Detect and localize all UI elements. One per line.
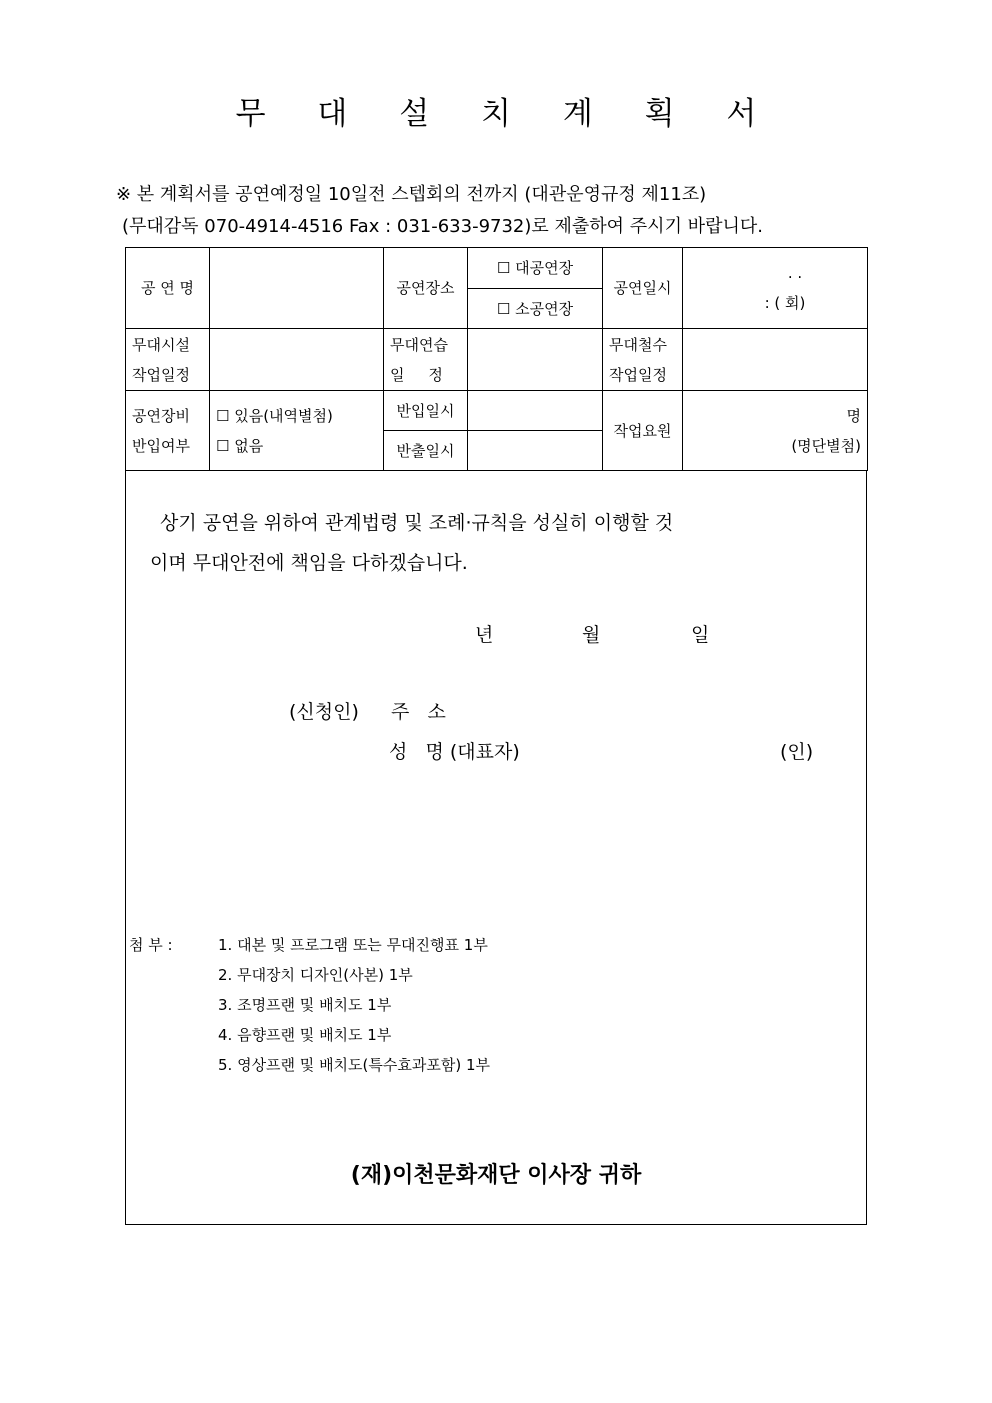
in-date-label: 반입일시 [384,391,468,431]
attachment-item: 5. 영상프랜 및 배치도(특수효과포함) 1부 [218,1056,490,1074]
staff-unit: 명 [846,406,861,425]
removal-field[interactable] [683,329,868,391]
stage-work-field[interactable] [210,329,384,391]
perf-date-time: : ( 회) [764,294,806,312]
date-month: 월 [582,624,601,646]
stage-plan-form [125,247,868,471]
venue-large-checkbox[interactable]: ☐ 대공연장 [468,248,603,289]
attachment-item: 4. 음향프랜 및 배치도 1부 [218,1026,392,1044]
stage-work-label-2: 작업일정 [132,365,190,384]
equip-label [126,391,210,471]
attachments-label: 첨 부 : [129,936,173,954]
rehearsal-label-2: 일 정 [390,365,443,384]
notice-line-1: ※ 본 계획서를 공연예정일 10일전 스텝회의 전까지 (대관운영규정 제11조) [116,184,707,205]
perf-name-field[interactable] [210,248,384,329]
rehearsal-label [384,329,468,391]
addressee: (재)이천문화재단 이사장 귀하 [350,1163,642,1188]
equip-yes-checkbox[interactable]: ☐ 있음(내역별첨) [216,406,333,425]
perf-date-dots: . . [787,264,803,282]
venue-small-checkbox[interactable]: ☐ 소공연장 [468,289,603,329]
staff-note: (명단별첨) [791,436,861,455]
staff-label: 작업요원 [603,391,683,471]
date-day: 일 [691,624,710,646]
equip-label-1: 공연장비 [132,406,190,425]
removal-label [603,329,683,391]
equip-no-checkbox[interactable]: ☐ 없음 [216,436,264,455]
rehearsal-field[interactable] [468,329,603,391]
equip-options [210,391,384,471]
in-date-field[interactable] [468,391,603,431]
attachment-item: 3. 조명프랜 및 배치도 1부 [218,996,392,1014]
applicant-address-label: 주 소 [391,701,446,723]
staff-field[interactable] [683,391,868,471]
stage-work-label-1: 무대시설 [132,335,190,354]
removal-label-1: 무대철수 [609,335,667,354]
pledge-line-2: 이며 무대안전에 책임을 다하겠습니다. [150,552,468,574]
pledge-line-1: 상기 공연을 위하여 관계법령 및 조례·규칙을 성실히 이행할 것 [160,512,674,534]
perf-name-label: 공 연 명 [126,248,210,329]
out-date-label: 반출일시 [384,431,468,471]
attachment-item: 2. 무대장치 디자인(사본) 1부 [218,966,413,984]
perf-date-label: 공연일시 [603,248,683,329]
declaration-box [125,471,867,1225]
date-year: 년 [475,624,494,646]
applicant-name-label: 성 명 (대표자) [389,741,520,763]
venue-label: 공연장소 [384,248,468,329]
removal-label-2: 작업일정 [609,365,667,384]
applicant-prefix: (신청인) [289,701,359,723]
equip-label-2: 반입여부 [132,436,190,455]
applicant-seal: (인) [780,741,814,763]
perf-date-field[interactable] [683,248,868,329]
document-title: 무 대 설 치 계 획 서 [235,96,778,132]
attachment-item: 1. 대본 및 프로그램 또는 무대진행표 1부 [218,936,488,954]
rehearsal-label-1: 무대연습 [390,335,448,354]
notice-line-2: (무대감독 070-4914-4516 Fax : 031-633-9732)로 제출하여 주시기 바랍니다. [122,216,763,237]
stage-work-label [126,329,210,391]
out-date-field[interactable] [468,431,603,471]
